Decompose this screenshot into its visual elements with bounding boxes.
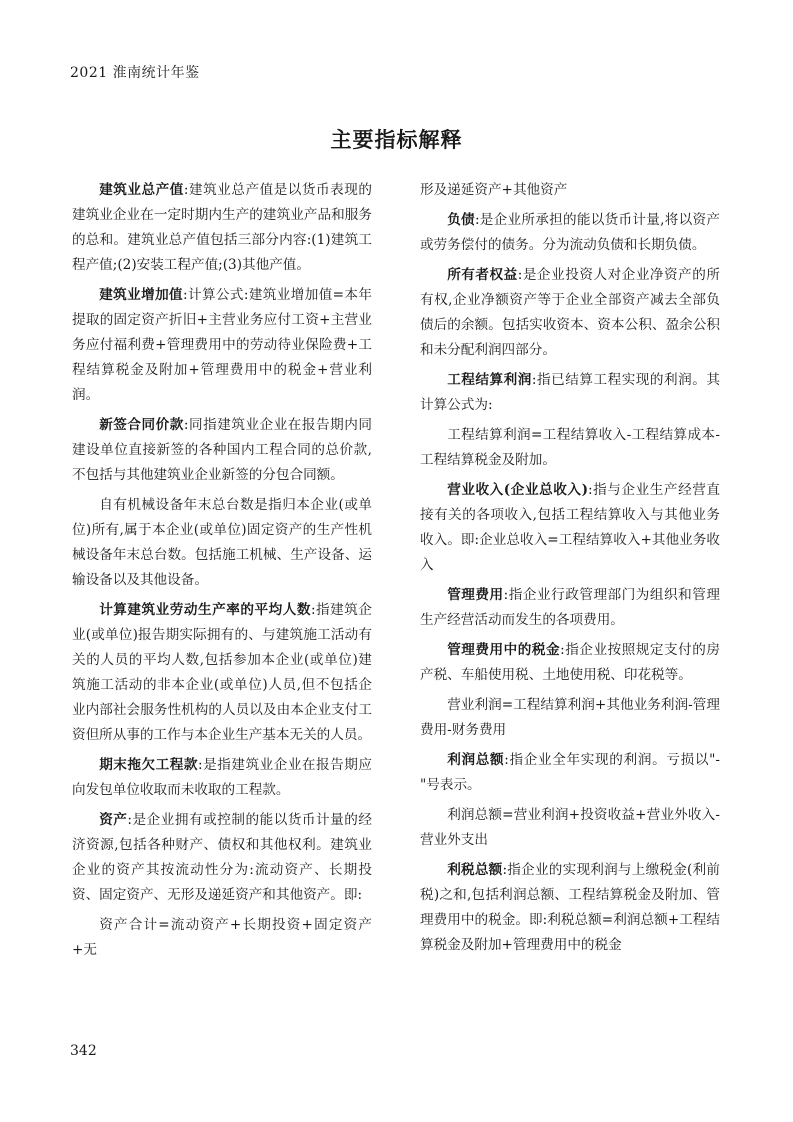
term-label: 工程结算利润 <box>447 372 532 388</box>
definition-paragraph <box>72 598 372 748</box>
left-column <box>72 178 372 968</box>
definition-text: 利润总额=营业利润+投资收益+营业外收入-营业外支出 <box>420 807 720 848</box>
definition-text: :指企业的实现利润与上缴税金(利前税)之和,包括利润总额、工程结算税金及附加、管理费用中的税金。即:利税总额=利润总额+工程结算税金及附加+管理费用中的税金 <box>420 862 721 953</box>
definition-text: :指企业全年实现的利润。亏损以"-"号表示。 <box>420 752 720 793</box>
definition-text: :是指建筑业企业在报告期应向发包单位收取而未收取的工程款。 <box>72 757 372 798</box>
definition-paragraph <box>72 283 372 408</box>
definition-text: :同指建筑业企业在报告期内同建设单位直接新签的各种国内工程合同的总价款,不包括与其他建筑业企业新签的分包合同额。 <box>72 417 372 483</box>
term-label: 资产 <box>99 812 128 828</box>
definition-paragraph <box>72 493 372 593</box>
term-label: 负债 <box>447 212 475 228</box>
definition-text: 营业利润=工程结算利润+其他业务利润-管理费用-财务费用 <box>420 697 720 738</box>
running-head: 2021 淮南统计年鉴 <box>70 65 200 81</box>
definition-text: :是企业投资人对企业净资产的所有权,企业净额资产等于企业全部资产减去全部负债后的余额。包括实收资本、资本公积、盈余公积和未分配利润四部分。 <box>420 267 720 358</box>
definition-text: :指企业行政管理部门为组织和管理生产经营活动而发生的各项费用。 <box>420 587 720 628</box>
definition-paragraph <box>72 753 372 803</box>
term-label: 新签合同价款 <box>99 417 184 433</box>
definition-text: :指建筑企业(或单位)报告期实际拥有的、与建筑施工活动有关的人员的平均人数,包括参加本企业(或单位)建筑施工活动的非本企业(或单位)人员,但不包括企业内部社会服务性机构的人员以及由本企业支付工资但所从事的工作与本企业生产基本无关的人员。 <box>72 602 372 743</box>
definition-text: :计算公式:建筑业增加值=本年提取的固定资产折旧+主营业务应付工资+主营业务应付福利费+管理费用中的劳动待业保险费+工程结算税金及附加+管理费用中的税金+营业利润。 <box>72 287 372 403</box>
definition-paragraph <box>72 413 372 488</box>
definition-text: :建筑业总产值是以货币表现的建筑业企业在一定时期内生产的建筑业产品和服务的总和。建筑业总产值包括三部分内容:(1)建筑工程产值;(2)安装工程产值;(3)其他产值。 <box>72 182 372 273</box>
definition-paragraph <box>420 803 720 853</box>
term-label: 所有者权益 <box>447 267 518 283</box>
definition-text: 资产合计=流动资产+长期投资+固定资产+无 <box>72 917 372 958</box>
definition-paragraph <box>420 693 720 743</box>
definition-paragraph <box>72 913 372 963</box>
definition-paragraph <box>420 208 720 258</box>
definition-paragraph <box>420 178 720 203</box>
term-label: 利税总额 <box>447 862 503 878</box>
term-label: 营业收入(企业总收入) <box>447 482 589 498</box>
definition-paragraph <box>420 583 720 633</box>
definition-text: 形及递延资产+其他资产 <box>420 182 568 198</box>
term-label: 期末拖欠工程款 <box>99 757 199 773</box>
definition-paragraph <box>72 808 372 908</box>
definition-text: 自有机械设备年末总台数是指归本企业(或单位)所有,属于本企业(或单位)固定资产的生产性机械设备年末总台数。包括施工机械、生产设备、运输设备以及其他设备。 <box>72 497 372 588</box>
right-column <box>420 178 720 963</box>
definition-paragraph <box>420 263 720 363</box>
definition-paragraph <box>420 748 720 798</box>
definition-text: :指已结算工程实现的利润。其计算公式为: <box>420 372 720 413</box>
definition-paragraph <box>420 858 720 958</box>
term-label: 管理费用 <box>447 587 504 603</box>
definition-paragraph <box>420 423 720 473</box>
term-label: 利润总额 <box>447 752 505 768</box>
term-label: 计算建筑业劳动生产率的平均人数 <box>99 602 311 618</box>
page-number: 342 <box>70 1043 97 1059</box>
definition-text: :指企业按照规定支付的房产税、车船使用税、土地使用税、印花税等。 <box>420 642 720 683</box>
definition-paragraph <box>420 638 720 688</box>
definition-paragraph <box>420 478 720 578</box>
term-label: 管理费用中的税金 <box>447 642 561 658</box>
definition-text: :是企业拥有或控制的能以货币计量的经济资源,包括各种财产、债权和其他权利。建筑业企业的资产其按流动性分为:流动资产、长期投资、固定资产、无形及递延资产和其他资产。即: <box>72 812 372 903</box>
definition-text: :是企业所承担的能以货币计量,将以资产或劳务偿付的债务。分为流动负债和长期负债。 <box>420 212 720 253</box>
definition-paragraph <box>420 368 720 418</box>
definition-text: :指与企业生产经营直接有关的各项收入,包括工程结算收入与其他业务收入。即:企业总收入=工程结算收入+其他业务收入 <box>420 482 720 573</box>
term-label: 建筑业增加值 <box>99 287 184 303</box>
definition-text: 工程结算利润=工程结算收入-工程结算成本-工程结算税金及附加。 <box>420 427 720 468</box>
term-label: 建筑业总产值 <box>99 182 184 198</box>
page-title: 主要指标解释 <box>330 127 463 152</box>
definition-paragraph <box>72 178 372 278</box>
